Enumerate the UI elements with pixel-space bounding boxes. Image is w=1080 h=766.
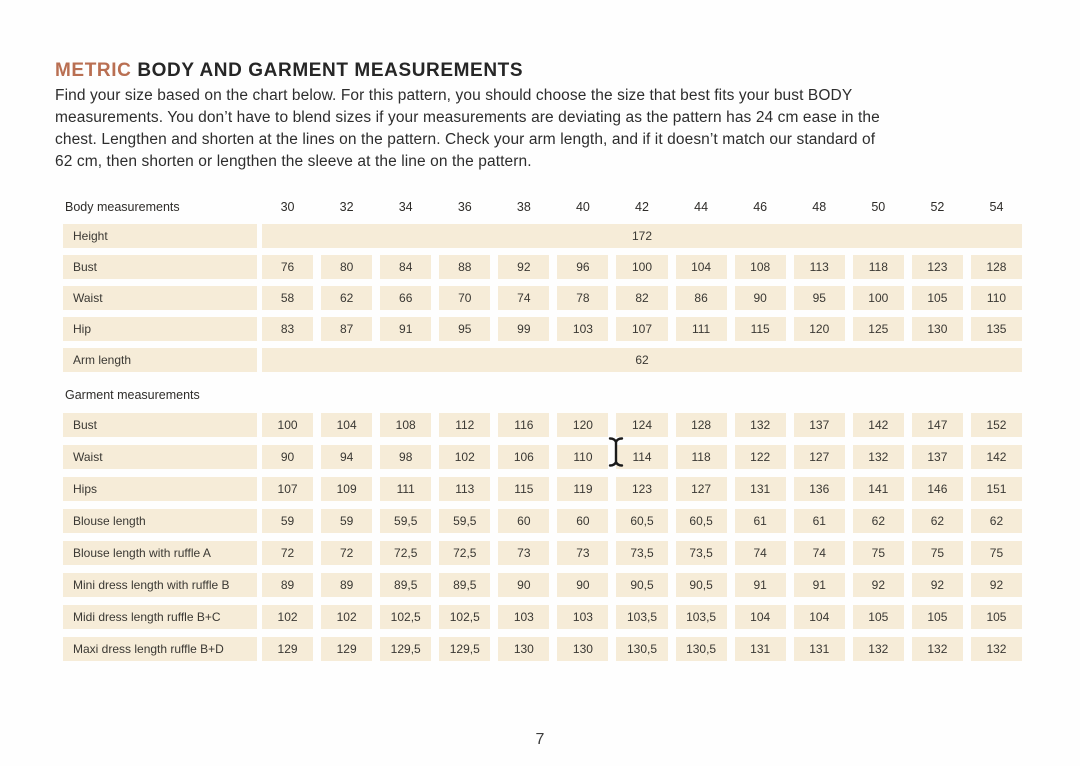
row-label: Waist	[63, 286, 257, 310]
value-cell: 59,5	[380, 509, 431, 533]
row-label: Waist	[63, 445, 257, 469]
size-col-header: 40	[575, 200, 590, 214]
page-title	[55, 60, 523, 82]
value-cell: 104	[735, 605, 786, 629]
value-cell: 111	[676, 317, 727, 341]
value-cell: 102	[321, 605, 372, 629]
value-cell: 95	[439, 317, 490, 341]
value-cell: 61	[735, 509, 786, 533]
row-cells	[262, 573, 1022, 597]
value-cell: 103	[557, 605, 608, 629]
value-cell: 72	[262, 541, 313, 565]
value-cell: 80	[321, 255, 372, 279]
value-cell: 129	[321, 637, 372, 661]
value-cell: 62	[971, 509, 1022, 533]
value-cell: 87	[321, 317, 372, 341]
size-col-header: 50	[871, 200, 886, 214]
value-cell: 74	[735, 541, 786, 565]
value-cell: 103,5	[676, 605, 727, 629]
value-cell: 99	[498, 317, 549, 341]
garment-measurement-row	[63, 445, 1022, 469]
value-cell: 129,5	[439, 637, 490, 661]
value-cell: 103	[557, 317, 608, 341]
value-cell: 130	[557, 637, 608, 661]
row-label: Maxi dress length ruffle B+D	[63, 637, 257, 661]
value-cell: 90,5	[676, 573, 727, 597]
garment-measurement-row	[63, 573, 1022, 597]
row-cells	[262, 348, 1022, 372]
value-cell: 111	[380, 477, 431, 501]
value-cell: 60	[557, 509, 608, 533]
row-cells	[262, 541, 1022, 565]
garment-measurement-row	[63, 637, 1022, 661]
row-cells	[262, 477, 1022, 501]
size-table	[63, 197, 1022, 661]
garment-section-label: Garment measurements	[65, 388, 200, 402]
value-cell: 137	[912, 445, 963, 469]
value-cell: 110	[557, 445, 608, 469]
page-title-rest: BODY AND GARMENT MEASUREMENTS	[137, 60, 524, 81]
value-cell: 103,5	[616, 605, 667, 629]
value-cell: 73	[557, 541, 608, 565]
value-cell: 136	[794, 477, 845, 501]
garment-measurement-row	[63, 541, 1022, 565]
intro-line: measurements. You don’t have to blend sizes if your measurements are deviating as the pattern has 24 cm ease in the	[55, 109, 880, 126]
row-label: Hip	[63, 317, 257, 341]
size-col-header: 48	[812, 200, 827, 214]
value-cell: 100	[853, 286, 904, 310]
row-label: Body measurements	[65, 200, 180, 214]
value-cell: 132	[853, 637, 904, 661]
row-cells	[262, 605, 1022, 629]
value-cell: 142	[971, 445, 1022, 469]
table-header-row	[63, 197, 1022, 217]
value-cell: 118	[853, 255, 904, 279]
value-cell: 92	[853, 573, 904, 597]
value-cell: 120	[557, 413, 608, 437]
value-cell: 74	[794, 541, 845, 565]
value-cell: 100	[262, 413, 313, 437]
value-cell: 92	[498, 255, 549, 279]
intro-paragraph	[55, 85, 1030, 173]
intro-line: 62 cm, then shorten or lengthen the sleeve at the line on the pattern.	[55, 153, 532, 170]
value-cell: 72	[321, 541, 372, 565]
value-cell: 104	[321, 413, 372, 437]
row-label: Mini dress length with ruffle B	[63, 573, 257, 597]
intro-line: Find your size based on the chart below. For this pattern, you should choose the size that best fits your bust BODY	[55, 87, 853, 104]
value-cell: 89	[262, 573, 313, 597]
body-measurement-row	[63, 317, 1022, 341]
value-cell: 115	[498, 477, 549, 501]
garment-measurement-row	[63, 605, 1022, 629]
value-cell: 104	[676, 255, 727, 279]
row-label: Bust	[63, 413, 257, 437]
value-cell: 108	[735, 255, 786, 279]
row-label: Arm length	[63, 348, 257, 372]
value-cell: 125	[853, 317, 904, 341]
value-cell: 72,5	[380, 541, 431, 565]
value-cell: 76	[262, 255, 313, 279]
value-cell: 72,5	[439, 541, 490, 565]
value-cell: 123	[616, 477, 667, 501]
value-cell: 124	[616, 413, 667, 437]
value-cell: 102	[439, 445, 490, 469]
row-label: Blouse length with ruffle A	[63, 541, 257, 565]
row-label: Bust	[63, 255, 257, 279]
value-cell: 123	[912, 255, 963, 279]
value-cell: 78	[557, 286, 608, 310]
value-cell: 91	[380, 317, 431, 341]
size-col-header: 46	[753, 200, 768, 214]
value-cell: 132	[853, 445, 904, 469]
value-cell: 130,5	[616, 637, 667, 661]
value-cell: 106	[498, 445, 549, 469]
value-cell: 62	[321, 286, 372, 310]
value-cell: 59	[262, 509, 313, 533]
value-cell: 109	[321, 477, 372, 501]
value-cell: 113	[794, 255, 845, 279]
value-cell: 58	[262, 286, 313, 310]
value-cell: 137	[794, 413, 845, 437]
value-cell: 129	[262, 637, 313, 661]
size-col-header: 44	[694, 200, 709, 214]
body-measurement-row	[63, 286, 1022, 310]
value-cell: 60,5	[676, 509, 727, 533]
garment-measurement-row	[63, 477, 1022, 501]
intro-line: chest. Lengthen and shorten at the lines on the pattern. Check your arm length, and if it doesn’t match our standard of	[55, 131, 876, 148]
value-cell: 89	[321, 573, 372, 597]
row-cells	[262, 255, 1022, 279]
value-cell: 102	[262, 605, 313, 629]
value-cell: 129,5	[380, 637, 431, 661]
value-cell: 107	[616, 317, 667, 341]
value-cell: 104	[794, 605, 845, 629]
value-cell: 89,5	[380, 573, 431, 597]
value-cell: 147	[912, 413, 963, 437]
value-cell: 66	[380, 286, 431, 310]
size-col-header: 52	[930, 200, 945, 214]
body-measurement-row	[63, 224, 1022, 248]
value-cell: 122	[735, 445, 786, 469]
value-cell: 105	[853, 605, 904, 629]
size-col-header: 34	[398, 200, 413, 214]
row-cells	[262, 445, 1022, 469]
row-cells	[262, 224, 1022, 248]
value-cell: 91	[735, 573, 786, 597]
value-cell: 90	[735, 286, 786, 310]
value-cell: 141	[853, 477, 904, 501]
value-cell: 114	[616, 445, 667, 469]
value-cell: 131	[794, 637, 845, 661]
value-cell: 128	[971, 255, 1022, 279]
size-col-header: 32	[339, 200, 354, 214]
value-cell: 115	[735, 317, 786, 341]
value-cell: 103	[498, 605, 549, 629]
value-cell: 95	[794, 286, 845, 310]
value-cell: 100	[616, 255, 667, 279]
value-cell: 112	[439, 413, 490, 437]
value-cell: 132	[912, 637, 963, 661]
value-cell: 116	[498, 413, 549, 437]
size-col-header: 38	[516, 200, 531, 214]
value-cell: 130	[498, 637, 549, 661]
value-cell: 105	[971, 605, 1022, 629]
garment-measurement-row	[63, 509, 1022, 533]
value-cell: 74	[498, 286, 549, 310]
value-cell: 108	[380, 413, 431, 437]
row-label: Hips	[63, 477, 257, 501]
value-cell: 62	[912, 509, 963, 533]
value-cell: 91	[794, 573, 845, 597]
row-label: Height	[63, 224, 257, 248]
value-cell: 107	[262, 477, 313, 501]
value-cell: 89,5	[439, 573, 490, 597]
value-cell: 132	[735, 413, 786, 437]
value-cell: 131	[735, 637, 786, 661]
value-cell: 60,5	[616, 509, 667, 533]
value-cell: 102,5	[439, 605, 490, 629]
value-cell: 151	[971, 477, 1022, 501]
page-title-accent: METRIC	[55, 60, 132, 81]
value-cell: 119	[557, 477, 608, 501]
value-cell: 90	[262, 445, 313, 469]
value-cell: 82	[616, 286, 667, 310]
size-col-header: 30	[280, 200, 295, 214]
value-cell: 86	[676, 286, 727, 310]
value-cell: 127	[676, 477, 727, 501]
value-cell: 59	[321, 509, 372, 533]
value-cell: 113	[439, 477, 490, 501]
page-number: 7	[535, 731, 545, 748]
value-cell: 152	[971, 413, 1022, 437]
body-measurement-row	[63, 255, 1022, 279]
value-cell: 98	[380, 445, 431, 469]
row-label: Midi dress length ruffle B+C	[63, 605, 257, 629]
size-col-header: 54	[989, 200, 1004, 214]
value-cell: 70	[439, 286, 490, 310]
row-cells	[262, 637, 1022, 661]
value-cell: 102,5	[380, 605, 431, 629]
value-cell: 127	[794, 445, 845, 469]
row-cells	[262, 317, 1022, 341]
value-cell: 73,5	[616, 541, 667, 565]
value-cell: 90	[557, 573, 608, 597]
value-cell: 131	[735, 477, 786, 501]
value-cell: 135	[971, 317, 1022, 341]
value-cell: 110	[971, 286, 1022, 310]
merged-value-cell: 62	[262, 348, 1022, 372]
value-cell: 60	[498, 509, 549, 533]
size-col-header: 36	[457, 200, 472, 214]
value-cell: 61	[794, 509, 845, 533]
value-cell: 94	[321, 445, 372, 469]
value-cell: 130	[912, 317, 963, 341]
garment-measurement-row	[63, 413, 1022, 437]
value-cell: 92	[912, 573, 963, 597]
row-cells	[262, 413, 1022, 437]
value-cell: 120	[794, 317, 845, 341]
size-col-header: 42	[635, 200, 649, 214]
merged-value-cell: 172	[262, 224, 1022, 248]
row-cells	[262, 286, 1022, 310]
value-cell: 75	[853, 541, 904, 565]
value-cell: 90	[498, 573, 549, 597]
value-cell: 128	[676, 413, 727, 437]
value-cell: 75	[912, 541, 963, 565]
value-cell: 75	[971, 541, 1022, 565]
text-ibeam-cursor	[606, 436, 626, 468]
value-cell: 59,5	[439, 509, 490, 533]
value-cell: 130,5	[676, 637, 727, 661]
value-cell: 92	[971, 573, 1022, 597]
value-cell: 62	[853, 509, 904, 533]
value-cell: 96	[557, 255, 608, 279]
value-cell: 146	[912, 477, 963, 501]
value-cell: 118	[676, 445, 727, 469]
value-cell: 90,5	[616, 573, 667, 597]
value-cell: 73,5	[676, 541, 727, 565]
value-cell: 105	[912, 605, 963, 629]
value-cell: 105	[912, 286, 963, 310]
value-cell: 88	[439, 255, 490, 279]
value-cell: 73	[498, 541, 549, 565]
value-cell: 83	[262, 317, 313, 341]
value-cell: 132	[971, 637, 1022, 661]
row-label: Blouse length	[63, 509, 257, 533]
value-cell: 84	[380, 255, 431, 279]
row-cells	[262, 197, 1022, 217]
row-cells	[262, 509, 1022, 533]
body-measurement-row	[63, 348, 1022, 372]
value-cell: 142	[853, 413, 904, 437]
